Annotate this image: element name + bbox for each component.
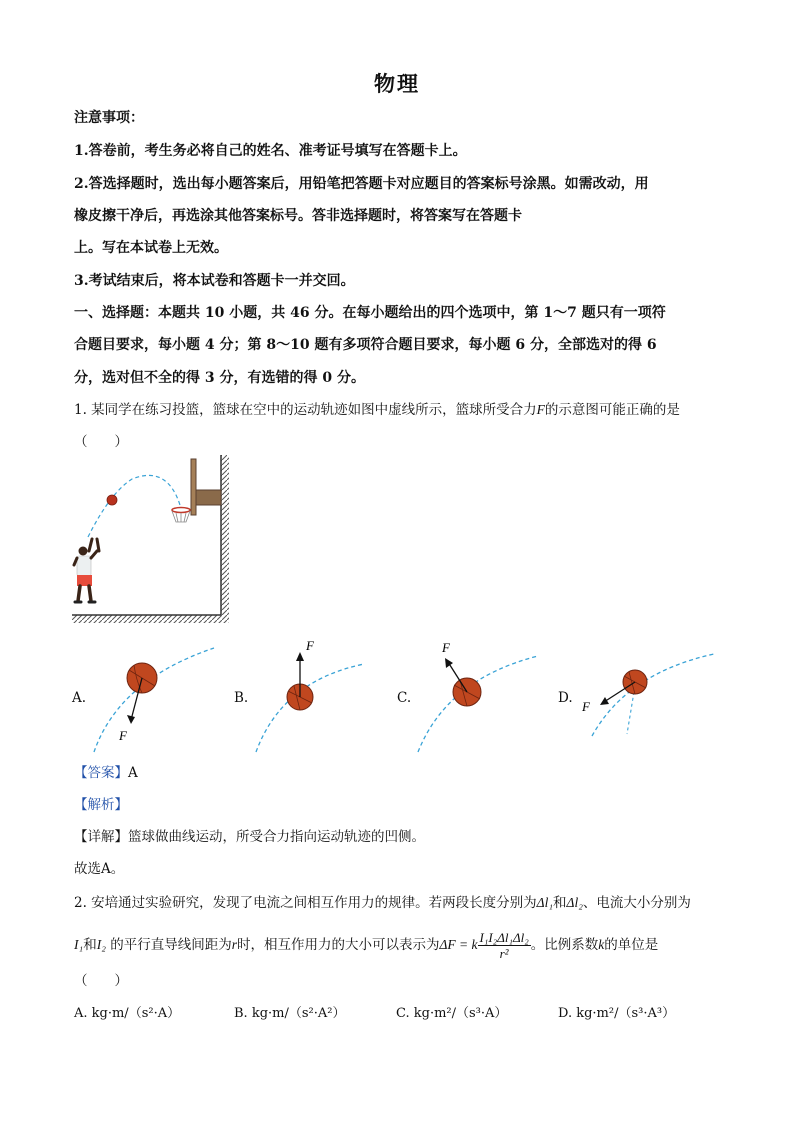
force-arrowhead-b (296, 652, 304, 661)
backboard (191, 459, 196, 515)
detail-tag: 【详解】 (74, 829, 128, 845)
hoop-rim (172, 508, 190, 513)
q2-formula-lhs: ΔF = k (439, 937, 478, 952)
q2-formula-fraction (478, 930, 531, 961)
q2-I2: I₂ (96, 937, 106, 952)
q2-stem-text-a: 2. 安培通过实验研究，发现了电流之间相互作用力的规律。若两段长度分别为 (74, 895, 537, 911)
section-instruction-line-1: 一、选择题：本题共 10 小题，共 46 分。在每小题给出的四个选项中，第 1～7 题只有一项符 (74, 305, 666, 321)
notice-item-3: 3.考试结束后，将本试卷和答题卡一并交回。 (74, 273, 355, 289)
q2-r: r (231, 937, 237, 952)
q2-paren: （ ） (74, 973, 128, 989)
q2-and-1: 和 (553, 895, 567, 911)
q2-option-c[interactable]: C. kg·m²/（s³·A） (396, 1006, 508, 1021)
q2-stem-text-d: 时，相互作用力的大小可以表示为 (236, 937, 440, 953)
q1-paren: （ ） (74, 434, 128, 450)
q1-detail (74, 827, 425, 847)
q1-option-b-figure[interactable] (252, 636, 392, 758)
q2-formula-denominator: r² (499, 946, 509, 961)
force-label-a: F (119, 728, 127, 743)
q1-option-d-label[interactable]: D. (558, 690, 573, 706)
wall-hatch (221, 455, 229, 615)
notice-item-1: 1.答卷前，考生务必将自己的姓名、准考证号填写在答题卡上。 (74, 143, 467, 159)
q1-answer (74, 763, 138, 783)
q1-stem-text-b: 的示意图可能正确的是 (544, 402, 680, 418)
answer-value: A (128, 765, 138, 781)
force-arrowhead-a (127, 715, 135, 724)
floor-hatch (72, 615, 229, 623)
notice-heading: 注意事项： (74, 110, 144, 126)
force-label-d: F (582, 699, 590, 714)
q1-stem (74, 400, 680, 420)
q2-stem-line-1 (74, 893, 691, 913)
q2-dl2: Δl₂ (566, 895, 583, 910)
q1-conclusion: 故选A。 (74, 861, 125, 877)
q2-stem-text-c: 的平行直导线间距为 (105, 937, 232, 953)
q2-dl1: Δl₁ (536, 895, 554, 910)
trajectory-b (256, 664, 364, 752)
q1-option-b-label[interactable]: B. (234, 690, 249, 706)
notice-item-2-line-2: 橡皮擦干净后，再选涂其他答案标号。答非选择题时，将答案写在答题卡 (74, 208, 522, 224)
basketball-scene-figure (72, 455, 232, 627)
force-arrowhead-d (600, 697, 609, 705)
q1-option-c-figure[interactable] (412, 634, 552, 758)
trajectory-a (94, 648, 214, 752)
q1-option-c-label[interactable]: C. (397, 690, 412, 706)
force-label-b: F (306, 638, 314, 653)
notice-item-2-line-3: 上。写在本试卷上无效。 (74, 240, 228, 256)
q1-force-variable: F (536, 402, 545, 417)
q1-stem-text-a: 1. 某同学在练习投篮，篮球在空中的运动轨迹如图中虚线所示，篮球所受合力 (74, 402, 537, 418)
q2-I1: I₁ (74, 937, 84, 952)
q1-analysis-tag: 【解析】 (74, 797, 128, 813)
q1-option-a-figure[interactable] (84, 640, 224, 758)
page-title: 物理 (374, 71, 420, 96)
section-instruction-line-2: 合题目要求，每小题 4 分；第 8～10 题有多项符合题目要求，每小题 6 分，全部选对的得 6 (74, 337, 657, 353)
trajectory-d (592, 654, 714, 736)
answer-tag: 【答案】 (74, 765, 128, 781)
force-label-c: F (442, 640, 450, 655)
ball-trajectory (88, 475, 180, 537)
q2-k: k (598, 937, 605, 952)
detail-text: 篮球做曲线运动，所受合力指向运动轨迹的凹侧。 (128, 829, 425, 845)
q2-stem-line-2 (74, 928, 658, 962)
player-figure (74, 539, 99, 602)
notice-item-2-line-1: 2.答选择题时，选出每小题答案后，用铅笔把答题卡对应题目的答案标号涂黑。如需改动，用 (74, 176, 649, 192)
q1-option-a-label[interactable]: A. (72, 690, 87, 706)
q2-option-d[interactable]: D. kg·m²/（s³·A³） (558, 1006, 676, 1021)
q1-option-d-figure[interactable] (572, 648, 722, 758)
q2-and-2: 和 (83, 937, 97, 953)
q2-stem-text-f: 的单位是 (604, 937, 659, 953)
hoop-bracket (196, 490, 221, 505)
trajectory-c (418, 656, 538, 752)
q2-formula-numerator: I₁I₂Δl₁Δl₂ (479, 930, 529, 945)
q2-stem-text-e: 。比例系数 (530, 937, 599, 953)
q2-stem-text-b: 、电流大小分别为 (582, 895, 691, 911)
section-instruction-line-3: 分，选对但不全的得 3 分，有选错的得 0 分。 (74, 370, 365, 386)
force-arrowhead-c (445, 658, 453, 668)
basketball (107, 495, 117, 505)
q2-option-b[interactable]: B. kg·m/（s²·A²） (234, 1006, 346, 1021)
q2-option-a[interactable]: A. kg·m/（s²·A） (74, 1006, 181, 1021)
